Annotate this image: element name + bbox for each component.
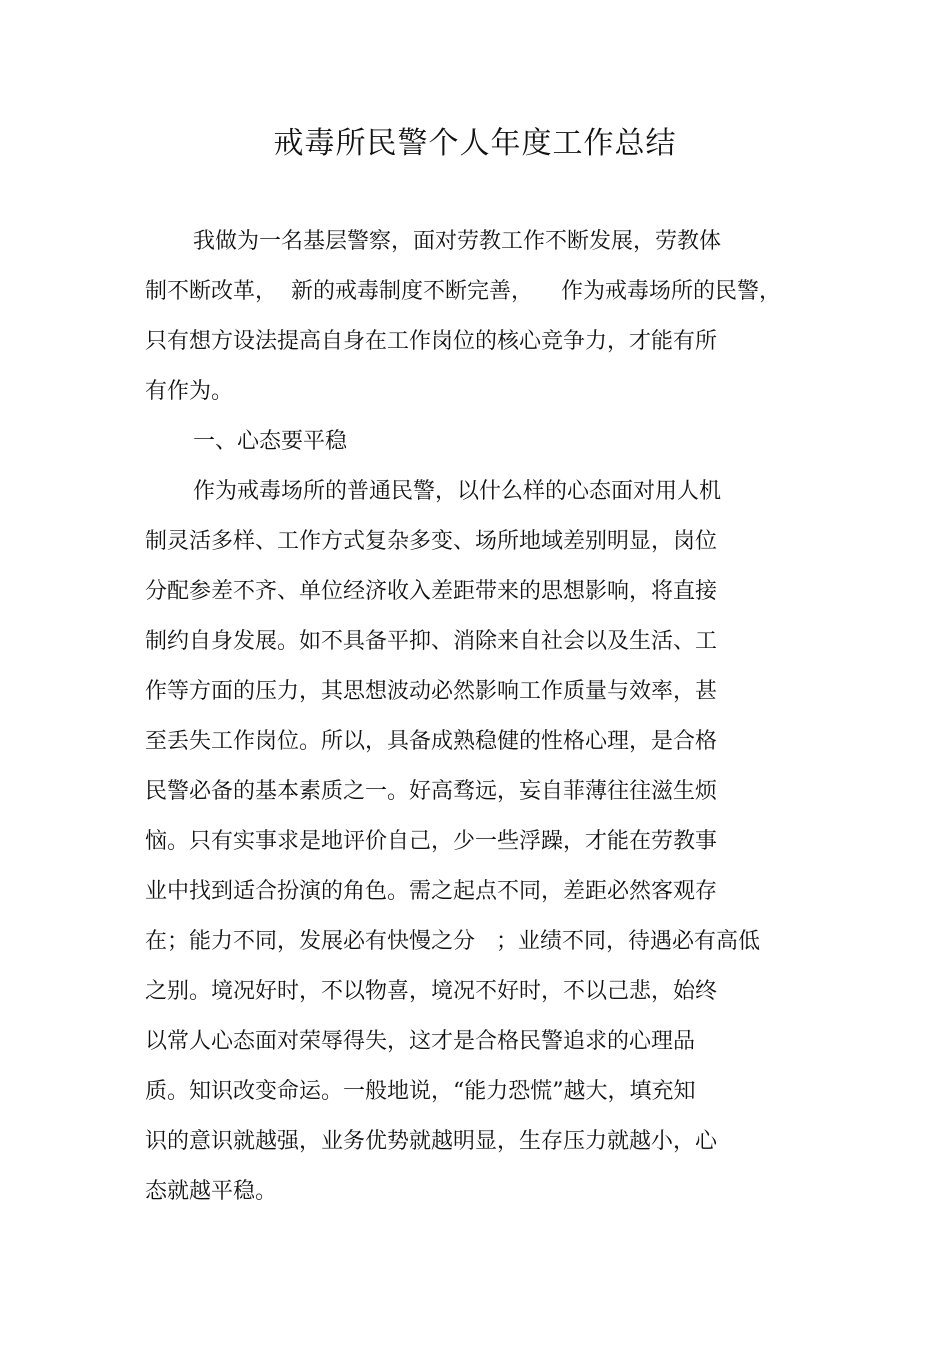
- text-line: 以常人心态面对荣辱得失，这才是合格民警追求的心理品: [145, 1029, 696, 1054]
- text-line: 作为戒毒场所的普通民警，以什么样的心态面对用人机: [193, 479, 722, 504]
- text-line: 之别。境况好时，不以物喜，境况不好时，不以己悲，始终: [145, 979, 718, 1004]
- text-line: 恼。只有实事求是地评价自己，少一些浮躁，才能在劳教事: [145, 829, 718, 854]
- text-line: 我做为一名基层警察，面对劳教工作不断发展，劳教体: [193, 229, 722, 254]
- text-line: 一、心态要平稳: [193, 429, 348, 454]
- text-line: 至丢失工作岗位。所以，具备成熟稳健的性格心理，是合格: [145, 729, 718, 754]
- text-line: 业中找到适合扮演的角色。需之起点不同，差距必然客观存: [145, 879, 718, 904]
- text-line: 分配参差不齐、单位经济收入差距带来的思想影响，将直接: [145, 579, 718, 604]
- text-line: 制约自身发展。如不具备平抑、消除来自社会以及生活、工: [145, 629, 718, 654]
- text-line: 有作为。: [145, 379, 234, 404]
- document-title: 戒毒所民警个人年度工作总结: [273, 126, 677, 161]
- text-line: 质。知识改变命运。一般地说，“能力恐慌”越大，填充知: [145, 1079, 696, 1104]
- text-line: 识的意识就越强，业务优势就越明显，生存压力就越小，心: [145, 1129, 718, 1154]
- document-body: [145, 224, 805, 1224]
- text-line: 民警必备的基本素质之一。好高骛远，妄自菲薄往往滋生烦: [145, 779, 718, 804]
- text-line: 制不断改革， 新的戒毒制度不断完善， 作为戒毒场所的民警，: [145, 279, 781, 304]
- text-line: 作等方面的压力，其思想波动必然影响工作质量与效率，甚: [145, 679, 718, 704]
- text-line: 只有想方设法提高自身在工作岗位的核心竞争力，才能有所: [145, 329, 718, 354]
- text-line: 态就越平稳。: [145, 1179, 278, 1204]
- text-line: 在；能力不同，发展必有快慢之分 ；业绩不同，待遇必有高低: [145, 929, 760, 954]
- text-line: 制灵活多样、工作方式复杂多变、场所地域差别明显，岗位: [145, 529, 718, 554]
